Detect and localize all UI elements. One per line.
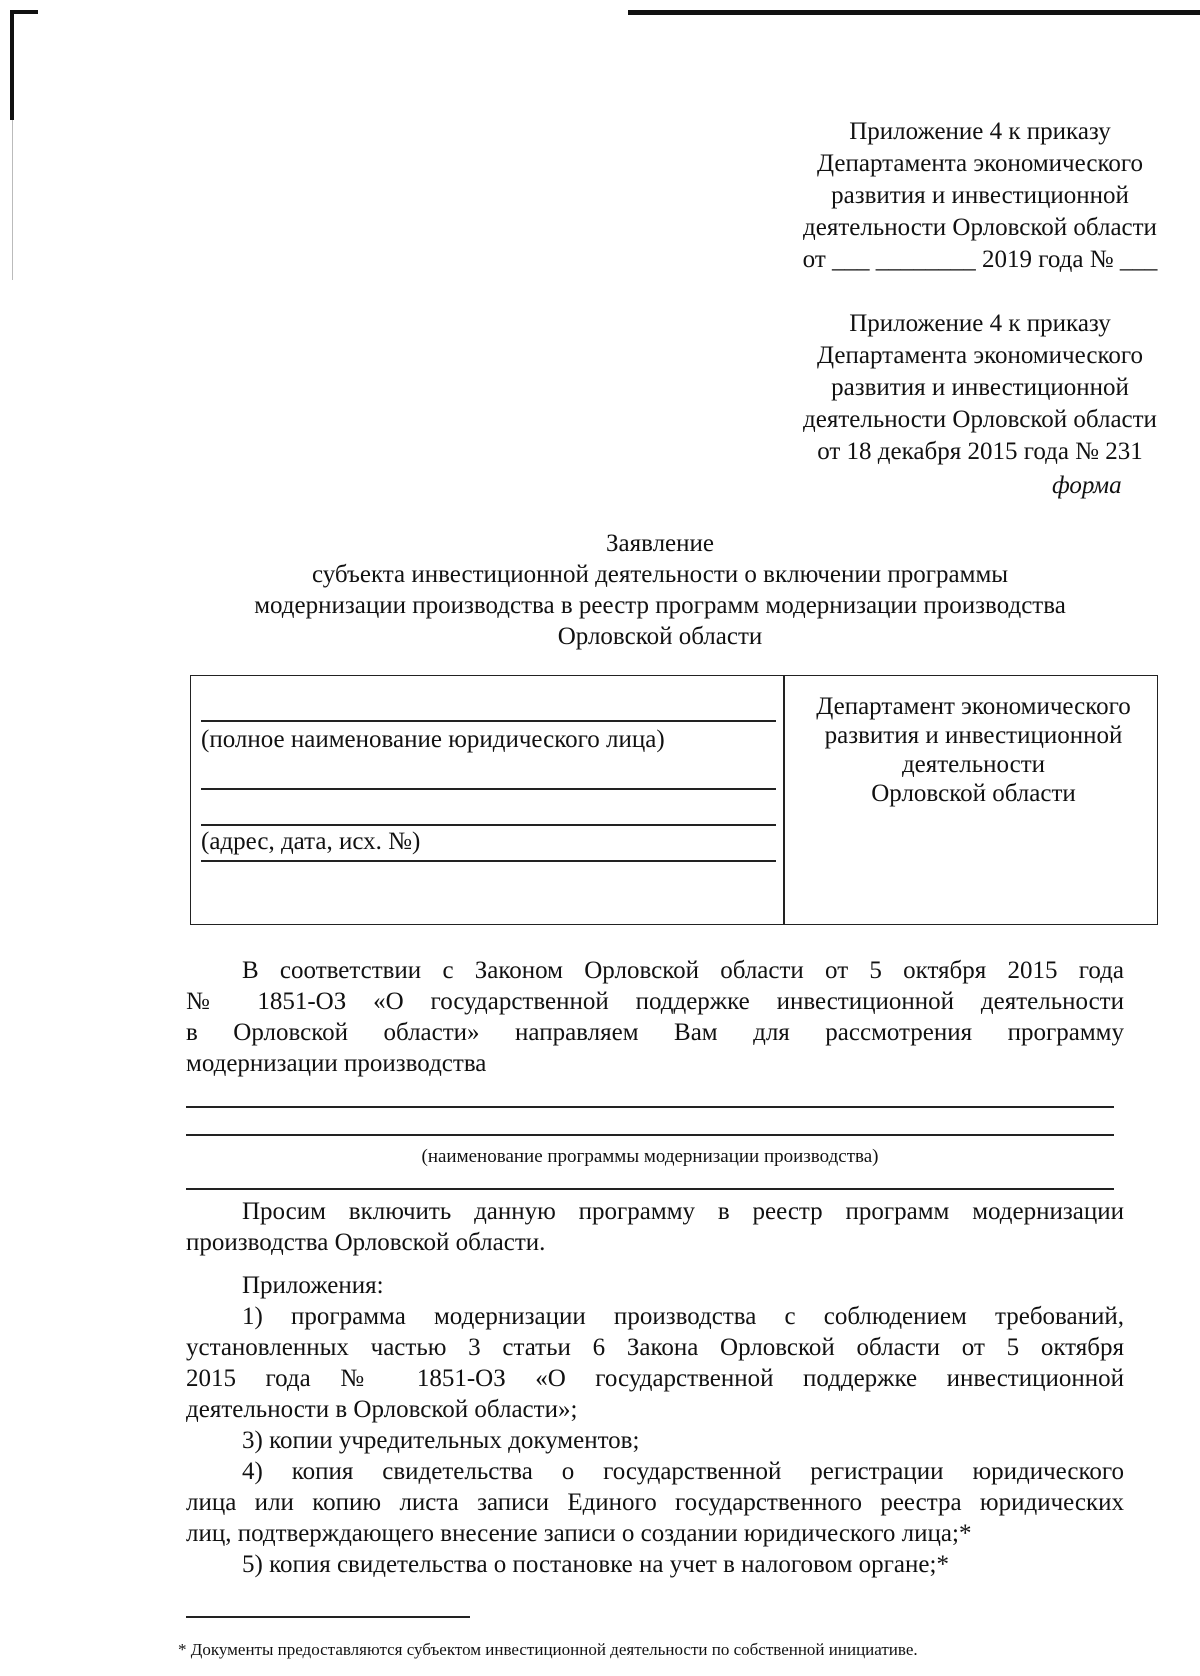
recipient-line: развития и инвестиционной (824, 722, 1123, 749)
paragraph-line: модернизации производства (186, 1050, 487, 1077)
title-line: Орловской области (557, 623, 763, 650)
fill-line (201, 824, 776, 826)
attachment-item-4: 4) копия свидетельства о государственной регистрации юридического (242, 1458, 1124, 1485)
table-divider (783, 676, 785, 924)
appendix-line: развития и инвестиционной (831, 182, 1129, 209)
scan-corner-mark (10, 10, 38, 14)
fill-line (186, 1134, 1114, 1136)
attachment-item-1: установленных частью 3 статьи 6 Закона Орловской области от 5 октября (186, 1334, 1124, 1361)
appendix-original (770, 308, 1190, 468)
appendix-line: Департамента экономического (817, 342, 1143, 369)
footnote-rule (186, 1616, 470, 1618)
recipient-line: Орловской области (871, 780, 1076, 807)
paragraph-line: производства Орловской области. (186, 1229, 546, 1256)
fill-line (201, 720, 776, 722)
appendix-line: Приложение 4 к приказу (849, 118, 1111, 145)
request-paragraph (186, 1196, 1124, 1258)
appendix-line: Департамента экономического (817, 150, 1143, 177)
program-name-caption: (наименование программы модернизации производства) (421, 1146, 879, 1167)
title-line: модернизации производства в реестр программ модернизации производства (254, 592, 1066, 619)
appendix-line: от 18 декабря 2015 года № 231 (817, 438, 1143, 465)
applicant-recipient-table (190, 675, 1158, 925)
appendix-line: развития и инвестиционной (831, 374, 1129, 401)
appendix-line: Приложение 4 к приказу (849, 310, 1111, 337)
attachments-heading: Приложения: (242, 1272, 384, 1299)
attachment-item-1: 1) программа модернизации производства с соблюдением требований, (242, 1303, 1124, 1330)
legal-entity-caption: (полное наименование юридического лица) (201, 726, 665, 753)
paragraph-line: В соответствии с Законом Орловской области от 5 октября 2015 года (242, 957, 1124, 984)
scan-edge-line (12, 120, 13, 280)
recipient-line: деятельности (901, 751, 1046, 778)
appendix-line: деятельности Орловской области (803, 214, 1157, 241)
scan-edge-line (628, 10, 1200, 15)
document-title (180, 528, 1140, 652)
attachment-item-1: 2015 года № 1851-ОЗ «О государственной поддержке инвестиционной (186, 1365, 1124, 1392)
form-label: форма (1052, 472, 1122, 499)
footnote: * Документы предоставляются субъектом инвестиционной деятельности по собственной инициативе. (178, 1640, 918, 1659)
title-line: субъекта инвестиционной деятельности о включении программы (311, 561, 1009, 588)
intro-paragraph (186, 955, 1124, 1079)
title-line: Заявление (605, 530, 715, 557)
attachment-item-5: 5) копия свидетельства о постановке на учет в налоговом органе;* (242, 1551, 949, 1578)
attachment-item-4: лиц, подтверждающего внесение записи о создании юридического лица;* (186, 1520, 972, 1547)
paragraph-line: № 1851-ОЗ «О государственной поддержке инвестиционной деятельности (186, 988, 1124, 1015)
fill-line (186, 1188, 1114, 1190)
scan-corner-mark (10, 10, 14, 120)
fill-line (186, 1106, 1114, 1108)
address-caption: (адрес, дата, исх. №) (201, 828, 421, 855)
fill-line (201, 788, 776, 790)
attachments-list (186, 1270, 1124, 1580)
recipient-line: Департамент экономического (816, 693, 1131, 720)
attachment-item-3: 3) копии учредительных документов; (242, 1427, 640, 1454)
fill-line (201, 860, 776, 862)
recipient-block (791, 692, 1156, 808)
attachment-item-4: лица или копию листа записи Единого государственного реестра юридических (186, 1489, 1124, 1516)
paragraph-line: в Орловской области» направляем Вам для рассмотрения программу (186, 1019, 1124, 1046)
attachment-item-1: деятельности в Орловской области»; (186, 1396, 578, 1423)
appendix-line: от ___ ________ 2019 года № ___ (802, 246, 1158, 273)
appendix-line: деятельности Орловской области (803, 406, 1157, 433)
appendix-current (770, 116, 1190, 276)
paragraph-line: Просим включить данную программу в реестр программ модернизации (242, 1198, 1124, 1225)
